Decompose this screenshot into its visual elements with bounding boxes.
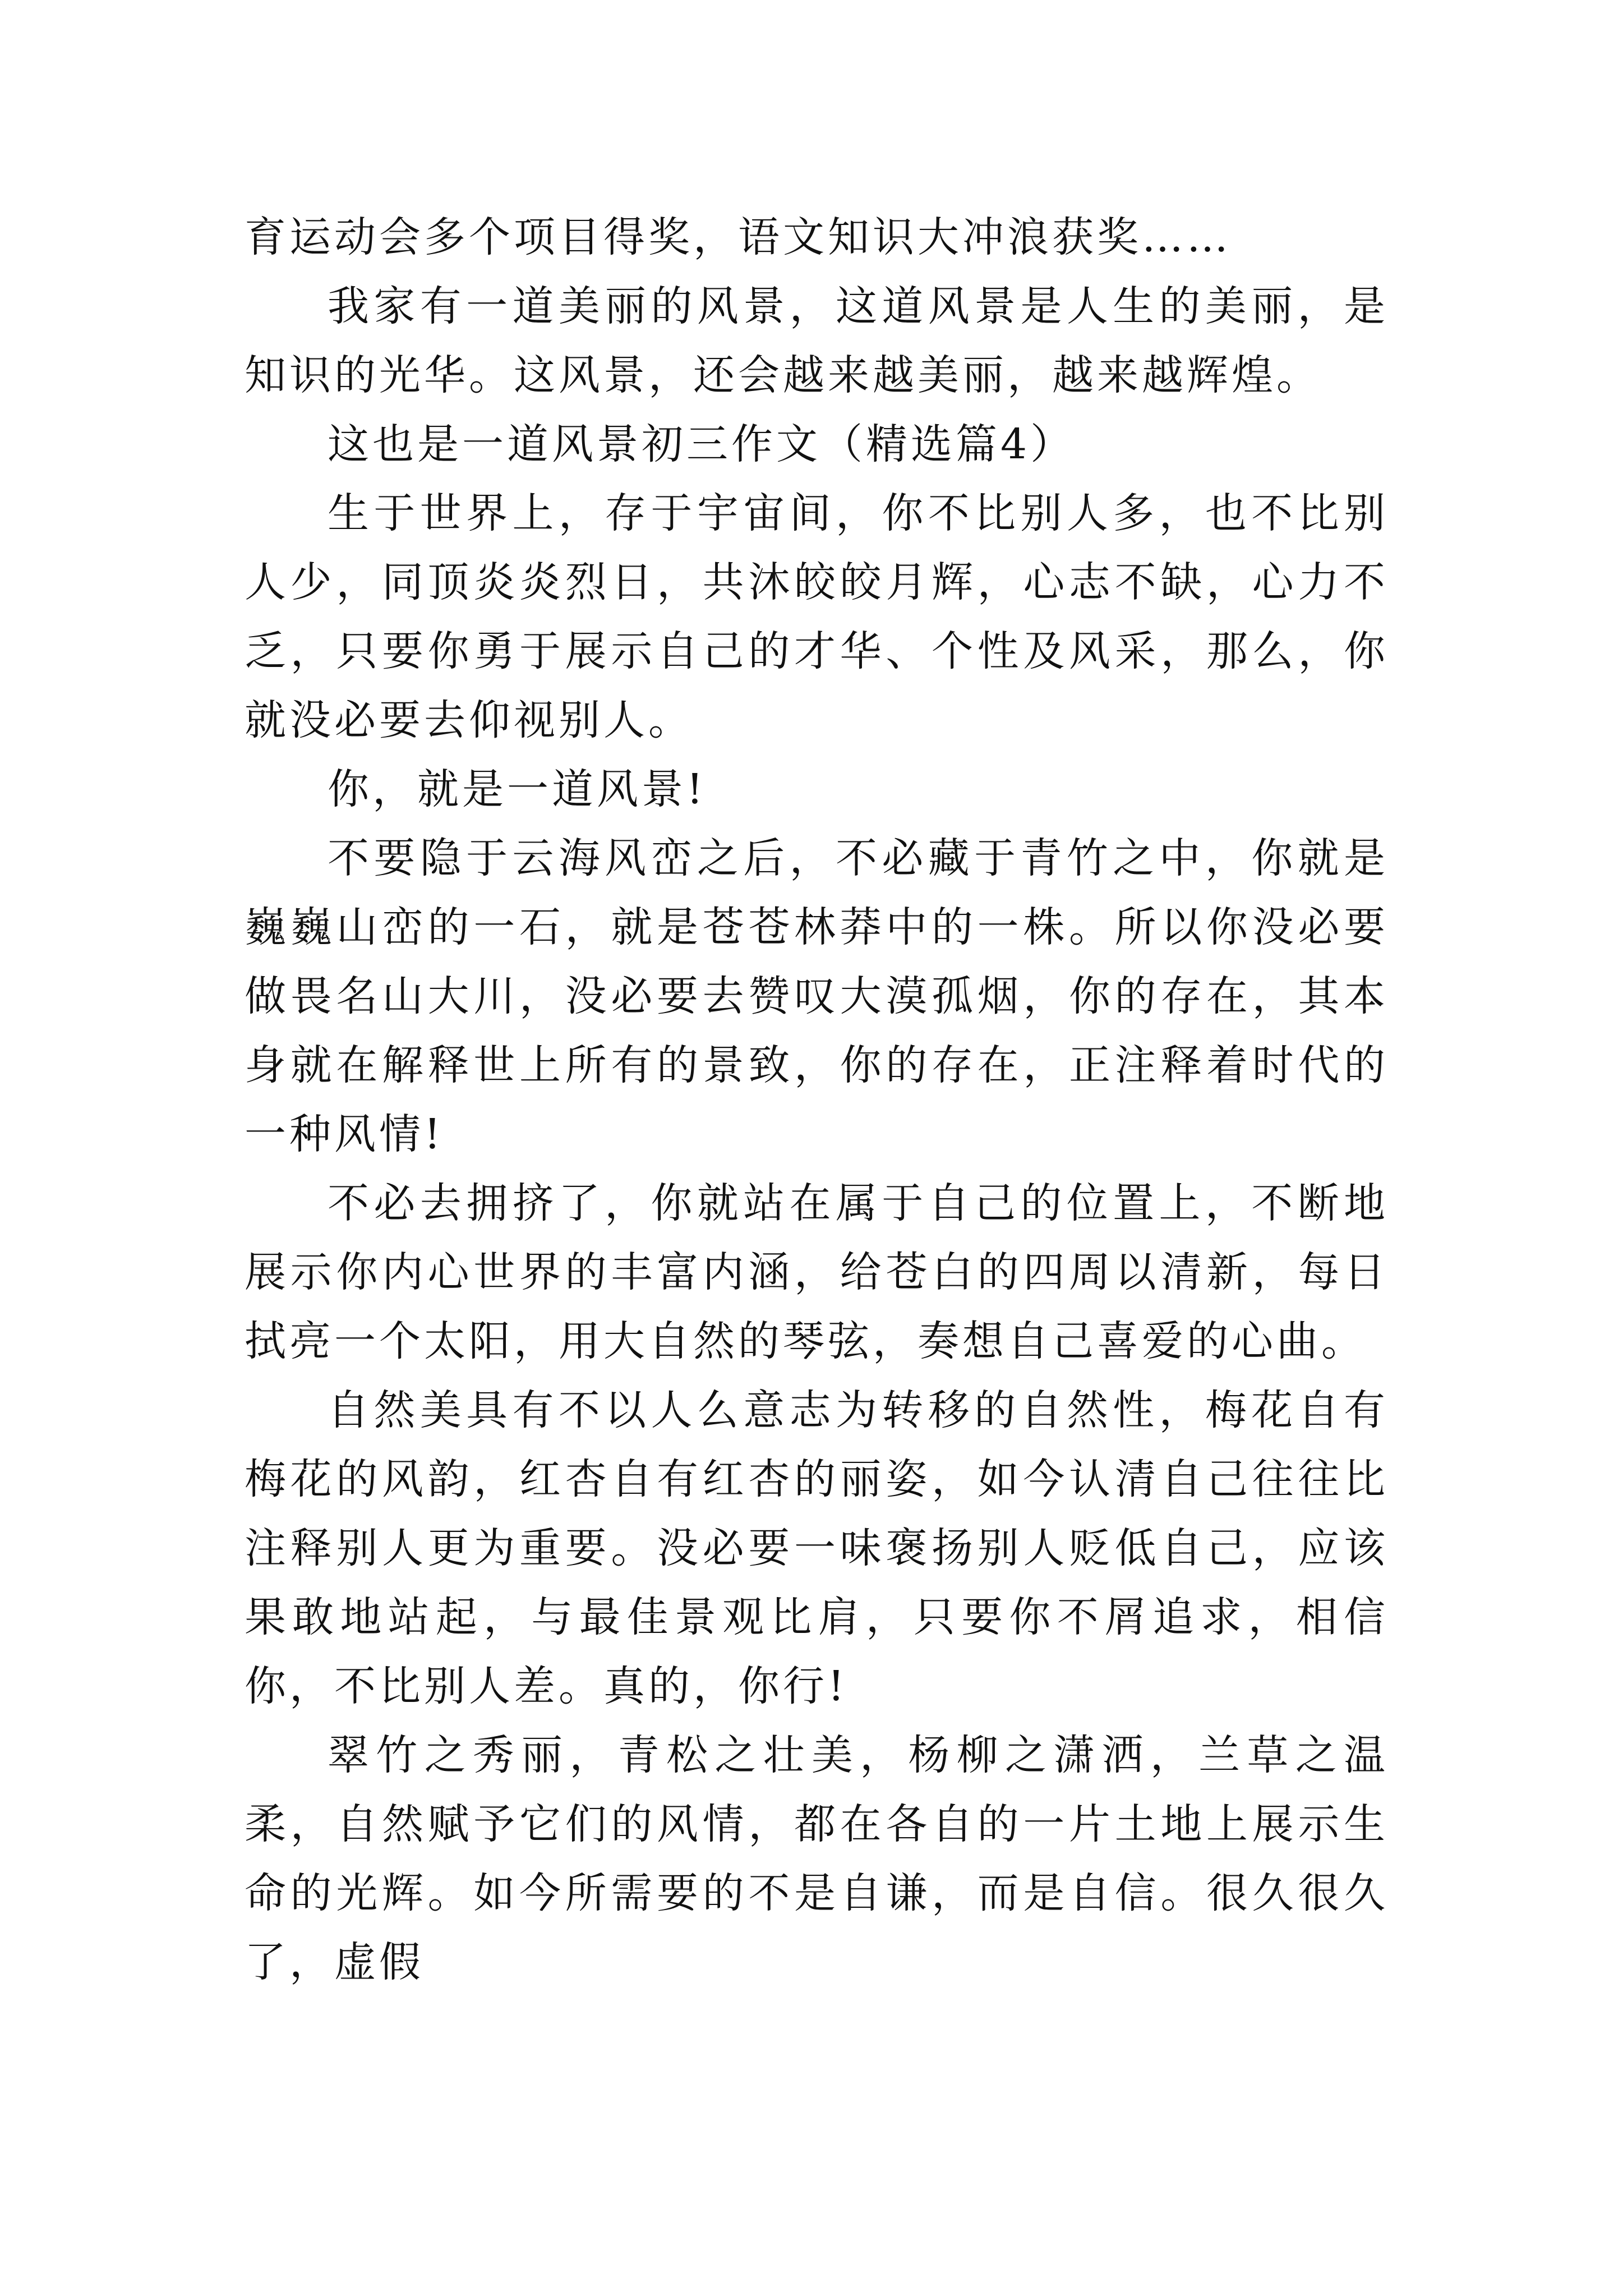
paragraph: 自然美具有不以人么意志为转移的自然性，梅花自有梅花的风韵，红杏自有红杏的丽姿，如今认清自己往往比注释别人更为重要。没必要一味褒扬别人贬低自己，应该果敢地站起，与最佳景观比肩，只要你不屑追求，相信你，不比别人差。真的，你行! xyxy=(245,1386,1389,1710)
paragraph: 不必去拥挤了，你就站在属于自己的位置上，不断地展示你内心世界的丰富内涵，给苍白的四周以清新，每日拭亮一个太阳，用大自然的琴弦，奏想自己喜爱的心曲。 xyxy=(245,1179,1389,1365)
section-heading: 这也是一道风景初三作文（精选篇4） xyxy=(328,420,1076,468)
paragraph: 生于世界上，存于宇宙间，你不比别人多，也不比别人少，同顶炎炎烈日，共沐皎皎月辉，心志不缺，心力不乏，只要你勇于展示自己的才华、个性及风采，那么，你就没必要去仰视别人。 xyxy=(245,489,1389,744)
paragraph: 不要隐于云海风峦之后，不必藏于青竹之中，你就是巍巍山峦的一石，就是苍苍林莽中的一株。所以你没必要做畏名山大川，没必要去赞叹大漠孤烟，你的存在，其本身就在解释世上所有的景致，你的存在，正注释着时代的一种风情! xyxy=(245,834,1389,1158)
paragraph: 我家有一道美丽的风景，这道风景是人生的美丽，是知识的光华。这风景，还会越来越美丽，越来越辉煌。 xyxy=(245,282,1389,399)
paragraph-continued: 育运动会多个项目得奖，语文知识大冲浪获奖…… xyxy=(245,213,1232,261)
paragraph: 翠竹之秀丽，青松之壮美，杨柳之潇洒，兰草之温柔，自然赋予它们的风情，都在各自的一片土地上展示生命的光辉。如今所需要的不是自谦，而是自信。很久很久了，虚假 xyxy=(245,1731,1389,1986)
article-body xyxy=(245,203,1389,1997)
paragraph: 你，就是一道风景! xyxy=(328,765,707,813)
